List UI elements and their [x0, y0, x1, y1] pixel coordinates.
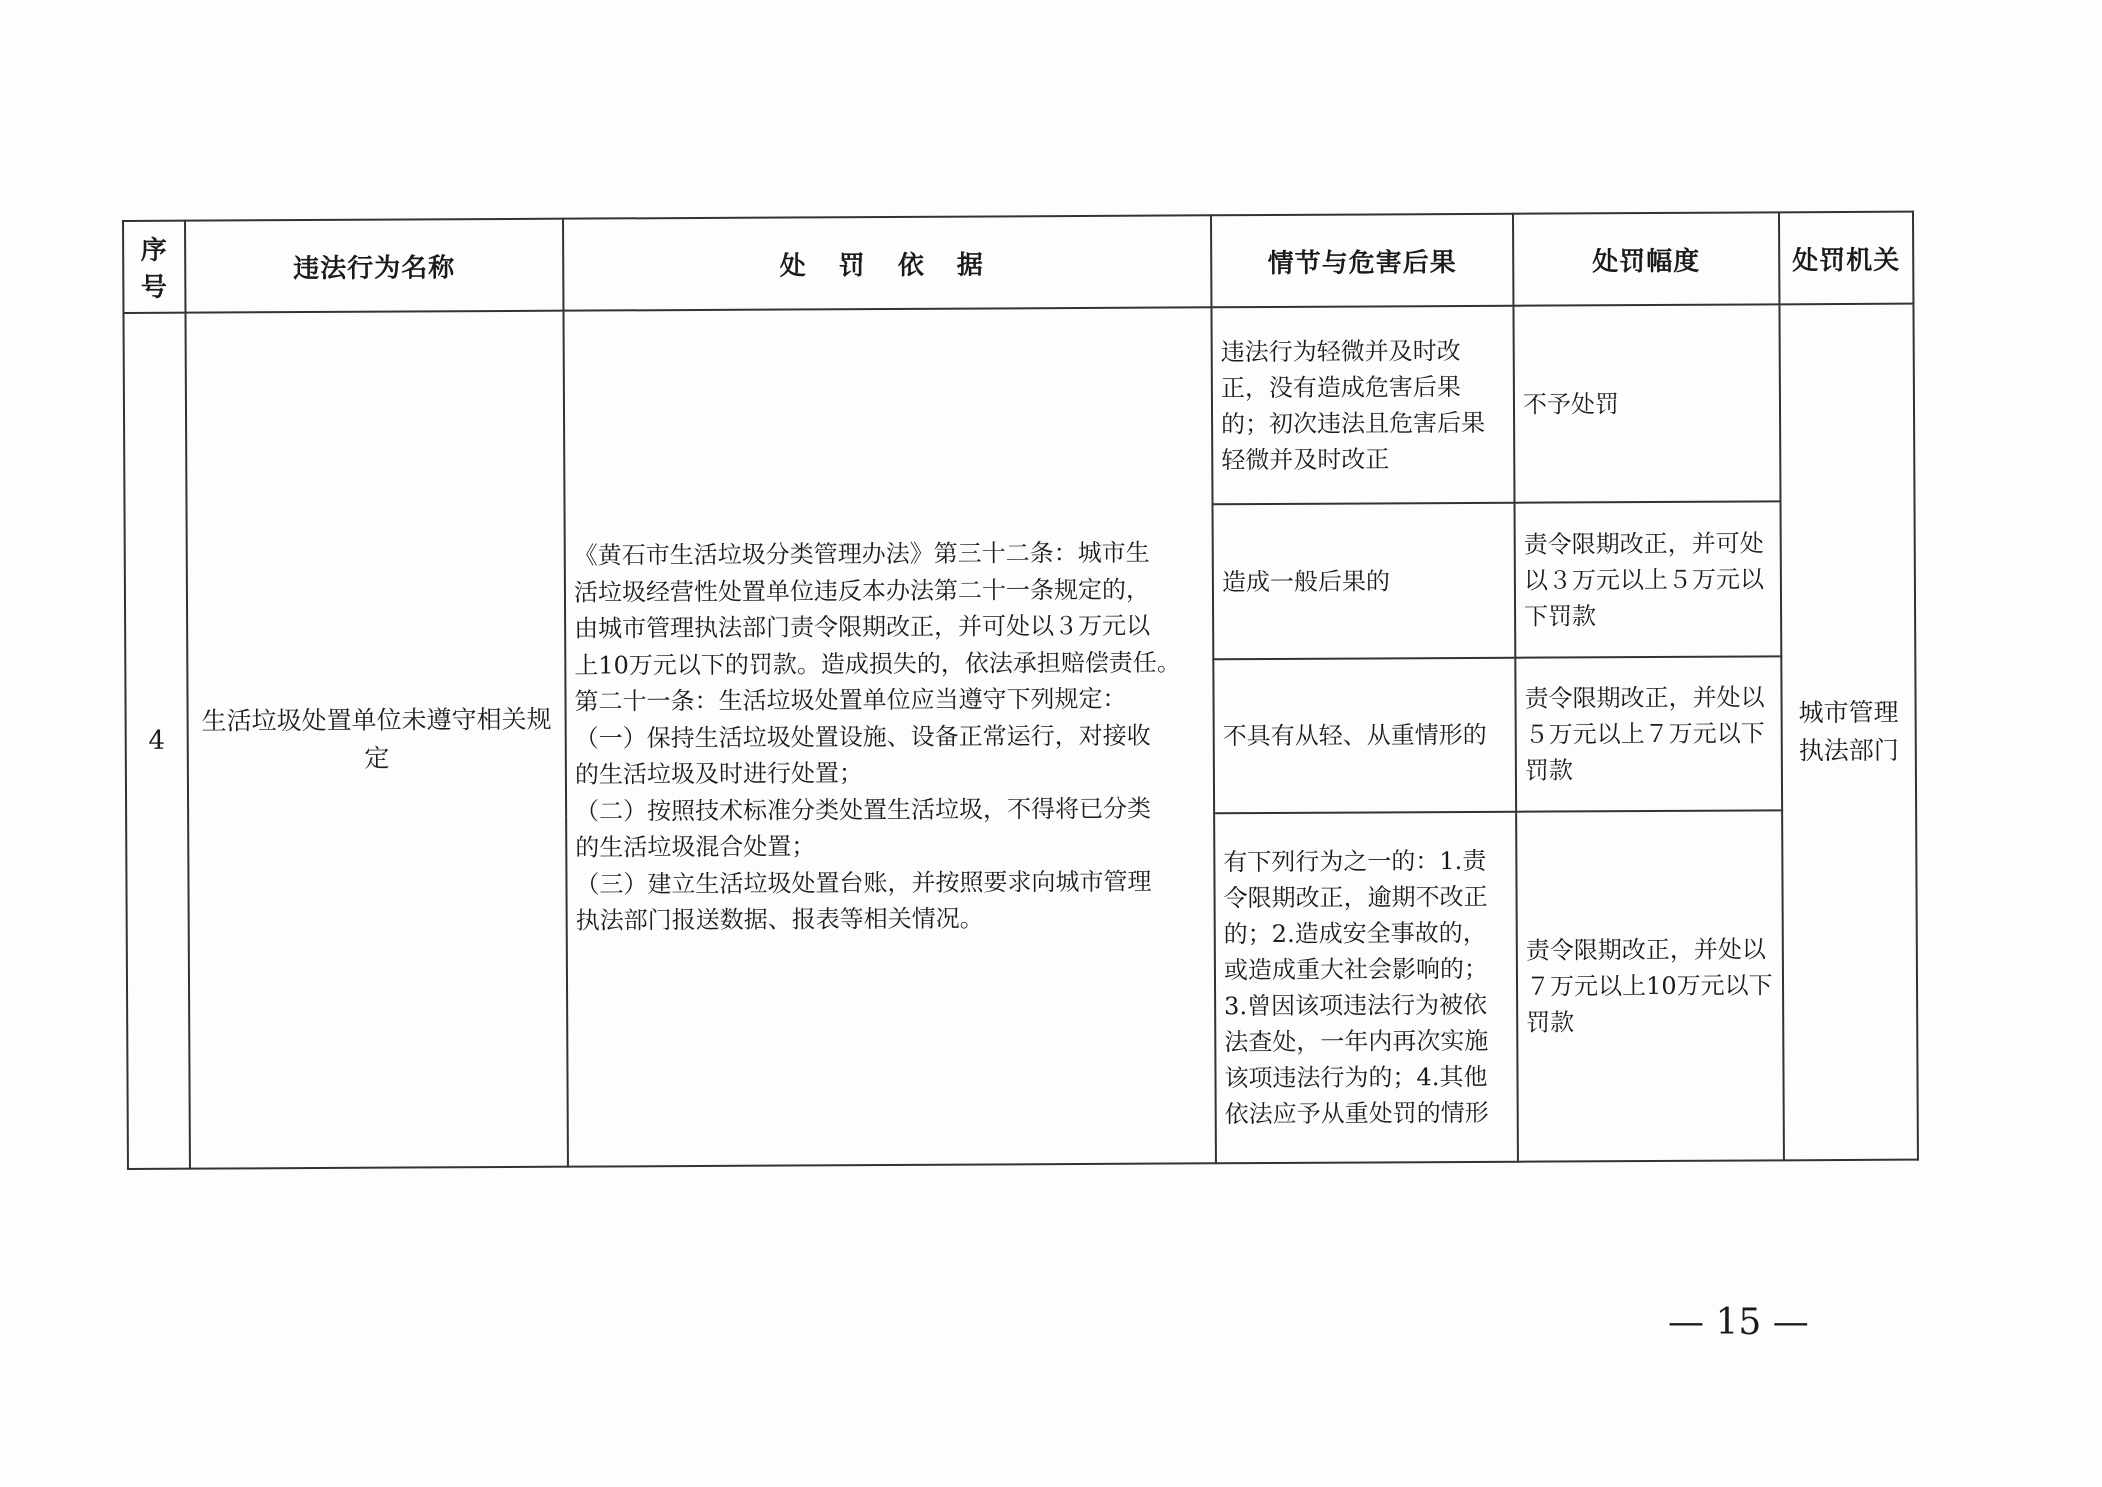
penalty-range-tier-2: 责令限期改正，并可处以３万元以上５万元以下罚款: [1515, 502, 1782, 658]
basis-line: 的生活垃圾及时进行处置；: [574, 759, 863, 790]
circumstance-tier-1: 违法行为轻微并及时改正，没有造成危害后果的；初次违法且危害后果轻微并及时改正: [1211, 306, 1514, 504]
header-penalty-range: 处罚幅度: [1513, 212, 1779, 306]
basis-line: 活垃圾经营性处置单位违反本办法第二十一条规定的，: [573, 575, 1151, 607]
penalty-authority: 城市管理执法部门: [1779, 304, 1917, 1160]
table-header-row: [123, 212, 1913, 314]
basis-line: 由城市管理执法部门责令限期改正，并可处以３万元以: [574, 612, 1151, 644]
basis-line: （二）按照技术标准分类处置生活垃圾，不得将已分类: [575, 794, 1152, 826]
penalty-range-tier-1: 不予处罚: [1513, 305, 1780, 503]
header-penalty-authority: 处罚机关: [1779, 212, 1913, 305]
header-penalty-basis: 处 罚 依 据: [563, 215, 1211, 311]
basis-line: （三）建立生活垃圾处置台账，并按照要求向城市管理: [575, 867, 1152, 899]
basis-line: 上10万元以下的罚款。造成损失的，依法承担赔偿责任。: [574, 648, 1181, 680]
basis-line: 第二十一条：生活垃圾处置单位应当遵守下列规定：: [574, 685, 1127, 717]
header-violation-name: 违法行为名称: [185, 219, 563, 313]
basis-line: 执法部门报送数据、报表等相关情况。: [575, 904, 984, 936]
circumstance-tier-4: 有下列行为之一的：1.责令限期改正，逾期不改正的；2.造成安全事故的，或造成重大社会影响的；3.曾因该项违法行为被依法查处，一年内再次实施该项违法行为的；4.其他依法应予从重处罚的情形: [1214, 812, 1518, 1163]
circumstance-tier-2: 造成一般后果的: [1213, 503, 1516, 659]
penalty-standards-table: [122, 211, 1919, 1170]
table-row: [123, 304, 1914, 510]
row-seq: 4: [123, 313, 189, 1169]
penalty-range-tier-3: 责令限期改正，并处以５万元以上７万元以下罚款: [1515, 656, 1782, 812]
circumstance-tier-3: 不具有从轻、从重情形的: [1213, 658, 1516, 814]
violation-name: 生活垃圾处置单位未遵守相关规定: [185, 311, 567, 1169]
header-seq: 序号: [123, 221, 185, 314]
basis-line: 《黄石市生活垃圾分类管理办法》第三十二条：城市生: [573, 539, 1150, 571]
page-number: — 15 —: [1668, 1302, 1809, 1343]
penalty-basis: [563, 308, 1215, 1167]
penalty-range-tier-4: 责令限期改正，并处以７万元以上10万元以下罚款: [1516, 811, 1784, 1162]
basis-line: 的生活垃圾混合处置；: [575, 832, 816, 863]
header-circumstance: 情节与危害后果: [1211, 214, 1513, 308]
basis-line: （一）保持生活垃圾处置设施、设备正常运行，对接收: [574, 721, 1151, 753]
